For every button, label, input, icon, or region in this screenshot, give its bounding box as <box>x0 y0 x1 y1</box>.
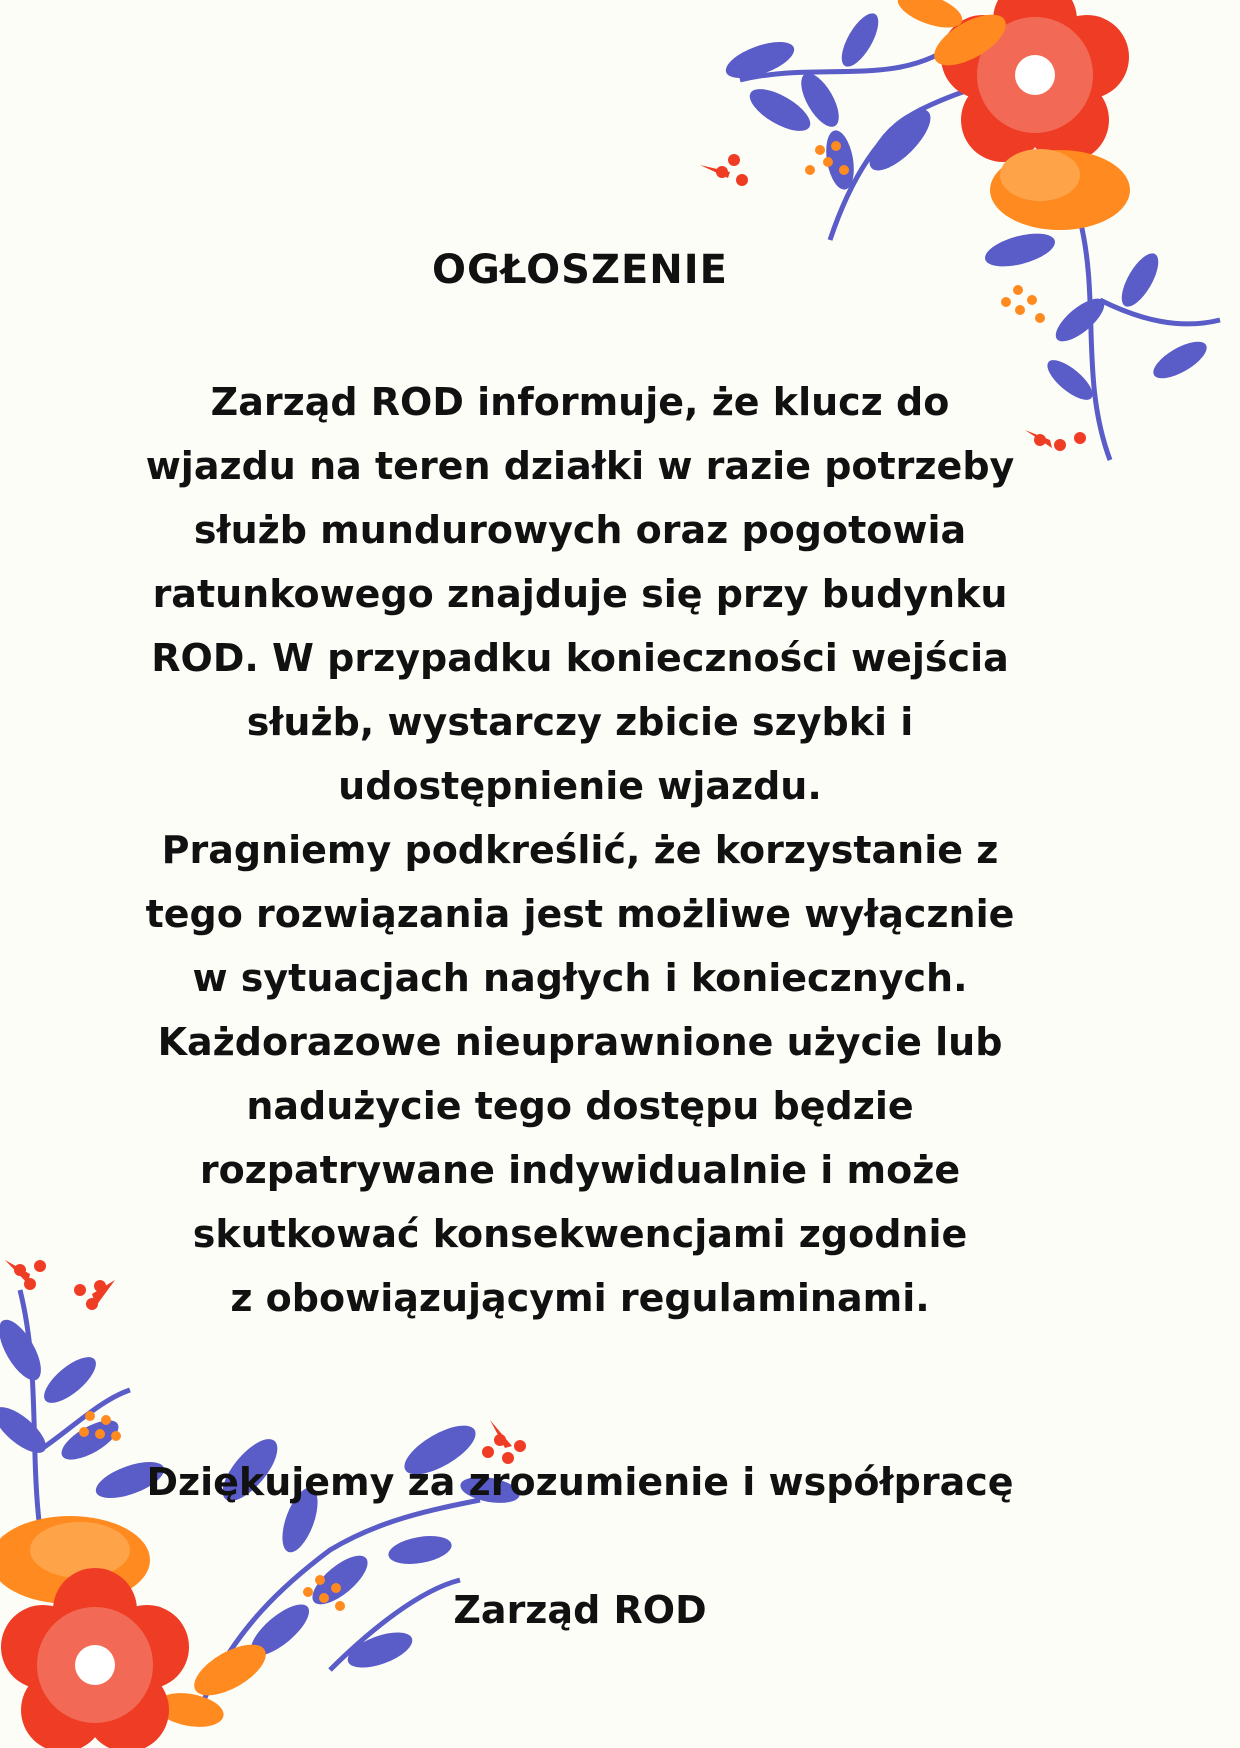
body-line: Każdorazowe nieuprawnione użycie lub <box>157 1020 1003 1064</box>
body-line: z obowiązującymi regulaminami. <box>230 1276 930 1320</box>
body-line: nadużycie tego dostępu będzie <box>246 1084 914 1128</box>
body-line: ratunkowego znajduje się przy budynku <box>152 572 1008 616</box>
body-line: służb mundurowych oraz pogotowia <box>193 508 967 552</box>
body-line: w sytuacjach nagłych i koniecznych. <box>192 956 968 1000</box>
body-line: wjazdu na teren działki w razie potrzeby <box>145 444 1015 488</box>
body-line: służb, wystarczy zbicie szybki i <box>246 700 914 744</box>
body-line: rozpatrywane indywidualnie i może <box>199 1148 961 1192</box>
signature: Zarząd ROD <box>453 1588 707 1632</box>
body-line: Pragniemy podkreślić, że korzystanie z <box>161 828 999 872</box>
body-line: udostępnienie wjazdu. <box>338 764 822 808</box>
notice-body <box>100 370 1060 1330</box>
body-line: skutkować konsekwencjami zgodnie <box>192 1212 968 1256</box>
body-line: tego rozwiązania jest możliwe wyłącznie <box>145 892 1015 936</box>
body-line: ROD. W przypadku konieczności wejścia <box>151 636 1009 680</box>
body-line: Zarząd ROD informuje, że klucz do <box>210 380 950 424</box>
thanks-line: Dziękujemy za zrozumienie i współpracę <box>146 1460 1014 1504</box>
notice-heading: OGŁOSZENIE <box>432 247 728 293</box>
